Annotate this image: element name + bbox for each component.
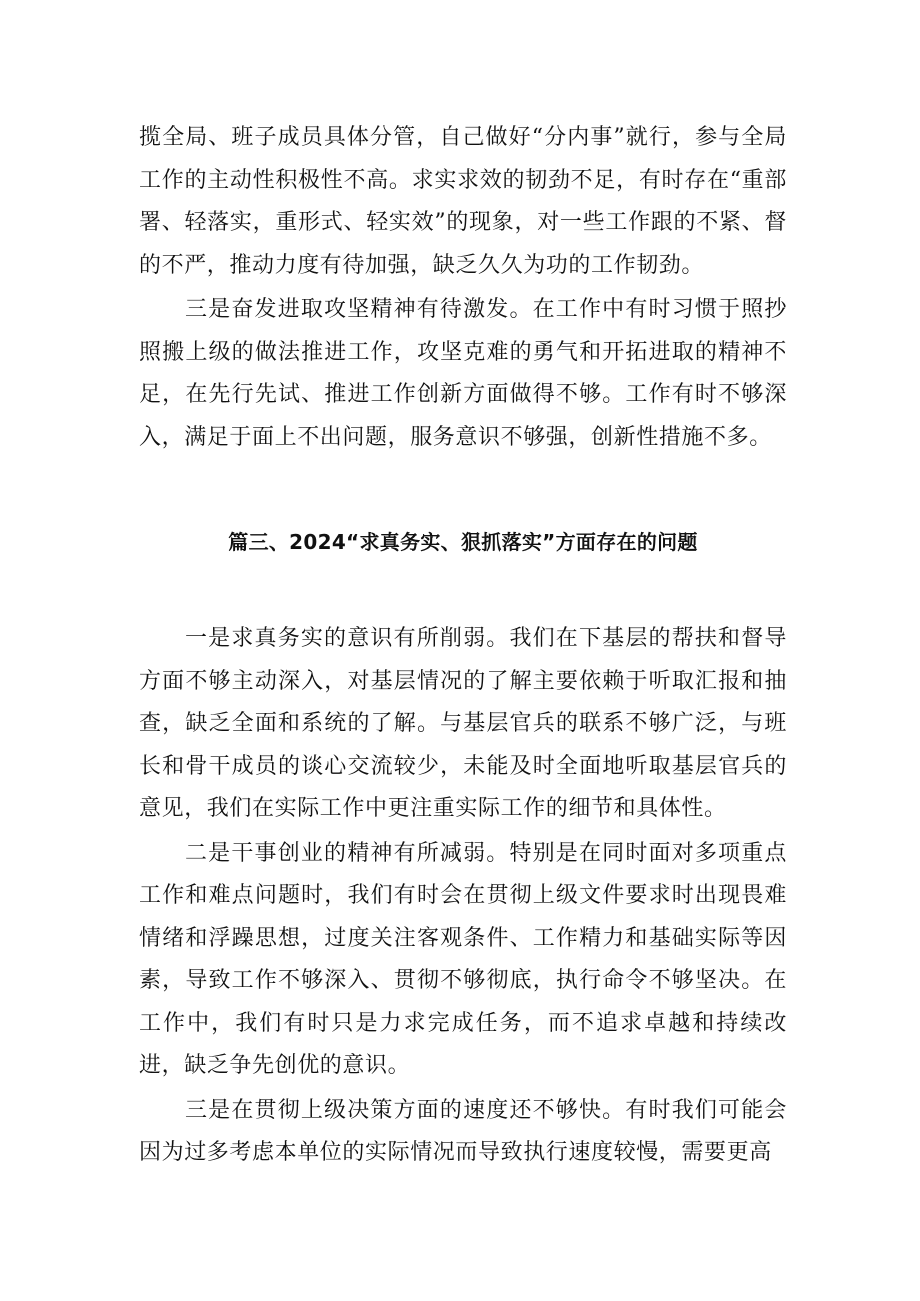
paragraph-continuation: 揽全局、班子成员具体分管，自己做好“分内事”就行，参与全局工作的主动性积极性不高。求实求效的韧劲不足，有时存在“重部署、轻落实，重形式、轻实效”的现象，对一些工作跟的不紧、督的不严，推动力度有待加强，缺乏久久为功的工作韧劲。 xyxy=(139,125,787,278)
paragraph-point-two: 二是干事创业的精神有所减弱。特别是在同时面对多项重点工作和难点问题时，我们有时会在贯彻上级文件要求时出现畏难情绪和浮躁思想，过度关注客观条件、工作精力和基础实际等因素，导致工作不够深入、贯彻不够彻底，执行命令不够坚决。在工作中，我们有时只是力求完成任务，而不追求卓越和持续改进，缺乏争先创优的意识。 xyxy=(139,840,787,1078)
paragraph-point-one: 一是求真务实的意识有所削弱。我们在下基层的帮扶和督导方面不够主动深入，对基层情况的了解主要依赖于听取汇报和抽查，缺乏全面和系统的了解。与基层官兵的联系不够广泛，与班长和骨干成员的谈心交流较少，未能及时全面地听取基层官兵的意见，我们在实际工作中更注重实际工作的细节和具体性。 xyxy=(139,626,787,821)
text-block-bottom xyxy=(139,618,787,1175)
section-heading: 篇三、2024“求真务实、狠抓落实”方面存在的问题 xyxy=(228,530,698,554)
text-block-top xyxy=(139,117,787,459)
paragraph-point-three-b: 三是在贯彻上级决策方面的速度还不够快。有时我们可能会因为过多考虑本单位的实际情况而导致执行速度较慢，需要更高 xyxy=(139,1097,787,1165)
paragraph-point-three: 三是奋发进取攻坚精神有待激发。在工作中有时习惯于照抄照搬上级的做法推进工作，攻坚克难的勇气和开拓进取的精神不足，在先行先试、推进工作创新方面做得不够。工作有时不够深入，满足于面上不出问题，服务意识不够强，创新性措施不多。 xyxy=(139,297,787,450)
